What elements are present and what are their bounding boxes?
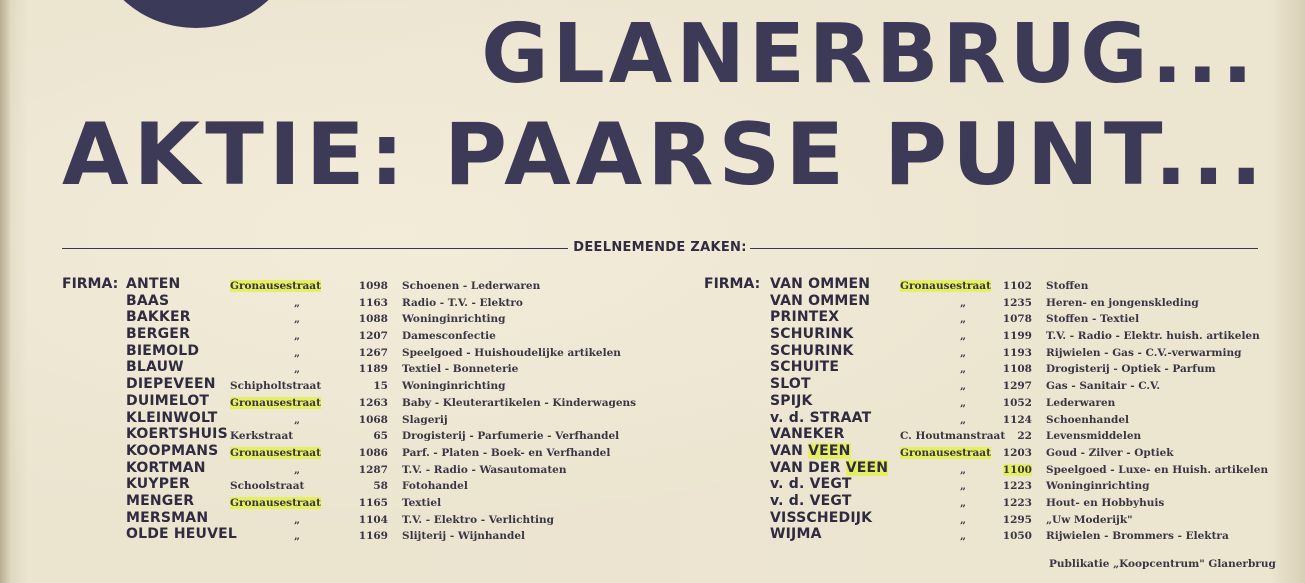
shop-goods: Stoffen [1046,280,1089,292]
shop-name-text: OLDE HEUVEL [126,526,238,543]
shop-goods: Rijwielen - Brommers - Elektra [1046,530,1229,543]
shop-goods: Woninginrichting [402,380,506,393]
shop-house-number: 1223 [1002,496,1032,509]
shop-goods: Hout- en Hobbyhuis [1046,496,1165,509]
shop-street: „ [294,513,301,526]
shop-street: „ [960,480,967,493]
shop-street: „ [294,346,301,359]
shop-goods: Textiel [402,496,442,509]
shop-house-number: 1223 [1002,480,1032,493]
shop-goods: Parf. - Platen - Boek- en Verfhandel [402,446,611,459]
shop-name-text: VAN OMMEN [770,292,871,309]
shop-street: „ [960,530,967,543]
shop-street: Gronausestraat [230,446,321,459]
shop-house-number: 1287 [358,463,388,476]
shop-name-text: VEEN [845,459,889,476]
shop-goods: Stoffen - Textiel [1046,313,1140,326]
shop-name [770,526,822,542]
section-divider [62,240,1258,258]
shop-house-number: 1078 [1002,313,1032,326]
shop-name-text: MERSMAN [126,509,209,526]
shop-name [126,443,218,459]
divider-line-left [62,248,568,249]
shop-house-number: 1104 [358,513,388,526]
shop-goods: Woninginrichting [402,313,506,326]
shop-name-text: DIEPEVEEN [126,376,216,393]
shop-goods: Levensmiddelen [1046,430,1142,443]
shop-name-text: KLEINWOLT [126,409,218,426]
shop-name [126,510,208,526]
shop-goods: „Uw Moderijk" [1046,513,1133,526]
divider-line-right [750,248,1258,249]
shop-goods: Textiel - Bonneterie [402,363,519,376]
shop-name-text: MENGER [126,492,195,509]
firma-label-left: FIRMA: [62,276,119,292]
shop-name [126,393,209,409]
shop-goods: Slagerij [402,413,448,426]
shop-goods: Drogisterij - Parfumerie - Verfhandel [402,430,620,443]
shop-name [126,376,216,392]
shop-name-text: SCHURINK [770,342,854,359]
shop-house-number: 15 [373,380,388,393]
shop-street: „ [294,530,301,543]
shop-goods: Radio - T.V. - Elektro [402,296,523,309]
shop-name-text: v. d. VEGT [770,492,852,509]
shop-house-number: 22 [1017,430,1032,443]
shop-name [770,493,852,509]
shop-name [126,309,191,325]
shop-name [126,293,169,309]
shop-goods: Fotohandel [402,480,468,493]
shop-street: „ [960,413,967,426]
shop-name-text: VANEKER [770,426,845,443]
shop-goods: T.V. - Radio - Elektr. huish. artikelen [1046,330,1260,343]
shop-street: „ [294,296,301,309]
shop-name-text: SLOT [770,376,811,393]
shop-name-text: SCHURINK [770,326,854,343]
shop-street: „ [960,330,967,343]
shop-street: „ [294,330,301,343]
firma-label-right: FIRMA: [704,276,761,292]
shop-street: „ [960,363,967,376]
shop-goods: T.V. - Radio - Wasautomaten [402,463,567,476]
shop-street: „ [294,463,301,476]
shop-house-number: 1088 [358,313,388,326]
shop-house-number: 1193 [1002,346,1032,359]
shop-name [126,493,194,509]
shop-name [770,510,872,526]
shop-name [770,460,888,476]
shop-name [770,393,813,409]
shop-goods: Schoenhandel [1046,413,1130,426]
shop-house-number: 1108 [1002,363,1032,376]
shop-goods: Rijwielen - Gas - C.V.-verwarming [1046,346,1242,359]
shop-house-number: 1165 [358,496,388,509]
shop-street: Schipholtstraat [230,380,322,393]
shop-goods: Speelgoed - Luxe- en Huish. artikelen [1046,463,1269,476]
shop-street: Gronausestraat [900,280,991,292]
shop-name [770,376,811,392]
shop-name-text: BIEMOLD [126,342,200,359]
shop-name [126,359,184,375]
shop-name-text: VEEN [808,442,851,459]
shop-house-number: 1100 [1002,463,1032,476]
shop-street: „ [960,380,967,393]
shop-goods: Woninginrichting [1046,480,1150,493]
shop-house-number: 1163 [358,296,388,309]
shop-name-text: BERGER [126,326,191,343]
shop-name-text: KOOPMANS [126,442,219,459]
shop-house-number: 1295 [1002,513,1032,526]
shop-house-number: 1235 [1002,296,1032,309]
section-title: DEELNEMENDE ZAKEN: [573,240,747,255]
shop-name [126,476,190,492]
shop-house-number: 1124 [1002,413,1032,426]
shop-name [770,276,870,292]
shop-name-text: VAN OMMEN [770,276,871,292]
shop-goods: Slijterij - Wijnhandel [402,530,525,543]
shop-house-number: 1052 [1002,396,1032,409]
headline-aktie: AKTIE: PAARSE PUNT... [62,105,1268,205]
shop-name-text: v. d. VEGT [770,476,852,493]
shop-house-number: 1267 [358,346,388,359]
shop-name-text: ANTEN [126,276,181,292]
shop-name-text: SPIJK [770,392,813,409]
shop-street: Schoolstraat [230,480,305,493]
shop-goods: Goud - Zilver - Optiek [1046,446,1174,459]
shop-name [126,326,190,342]
shop-name [770,309,839,325]
shop-house-number: 1169 [358,530,388,543]
shop-name [126,460,206,476]
shop-name-prefix: VAN DER [770,459,846,476]
shop-name-text: KOERTSHUIS [126,426,228,443]
shop-name [126,526,237,542]
shop-name-text: BAKKER [126,309,191,326]
shop-name-text: KUYPER [126,476,190,493]
shop-name [126,343,199,359]
shop-house-number: 1199 [1002,330,1032,343]
shop-name-text: KORTMAN [126,459,206,476]
shop-house-number: 65 [373,430,388,443]
shop-name [126,276,180,292]
shop-street: Kerkstraat [230,430,294,443]
shop-name [770,326,854,342]
shop-name [770,293,870,309]
shop-house-number: 1102 [1002,280,1032,292]
shop-street: Gronausestraat [230,280,321,292]
shop-goods: Schoenen - Lederwaren [402,280,541,292]
shop-street: C. Houtmanstraat [900,430,1006,443]
shop-goods: Speelgoed - Huishoudelijke artikelen [402,346,621,359]
shop-goods: Drogisterij - Optiek - Parfum [1046,363,1216,376]
publication-credit: Publikatie „Koopcentrum" Glanerbrug [1049,558,1276,570]
shop-street: „ [960,296,967,309]
shop-name-text: v. d. STRAAT [770,409,872,426]
shop-street: „ [960,496,967,509]
shop-street: Gronausestraat [230,496,321,509]
shop-street: „ [960,396,967,409]
shop-name [770,343,854,359]
shop-house-number: 1207 [358,330,388,343]
shop-name [770,443,851,459]
shop-street: „ [294,313,301,326]
shop-name-text: WIJMA [770,526,822,543]
shop-name [770,359,839,375]
shop-name-text: SCHUITE [770,359,840,376]
shop-goods: Baby - Kleuterartikelen - Kinderwagens [402,396,637,409]
shop-goods: Lederwaren [1046,396,1116,409]
shop-street: Gronausestraat [900,446,991,459]
shop-name [126,426,228,442]
shop-name-text: PRINTEX [770,309,840,326]
shop-name [770,476,852,492]
shop-street: „ [960,313,967,326]
shop-street: „ [960,346,967,359]
shop-street: „ [294,363,301,376]
shop-name [126,410,218,426]
shop-goods: Heren- en jongenskleding [1046,296,1199,309]
shop-name [770,426,845,442]
shop-street: Gronausestraat [230,396,321,409]
shop-house-number: 1068 [358,413,388,426]
shop-goods: Gas - Sanitair - C.V. [1046,380,1160,393]
shop-house-number: 1189 [358,363,388,376]
shop-goods: T.V. - Elektro - Verlichting [402,513,554,526]
shop-goods: Damesconfectie [402,330,496,343]
shop-house-number: 1263 [358,396,388,409]
shop-house-number: 1098 [358,280,388,292]
shop-street: „ [960,463,967,476]
shop-house-number: 58 [373,480,388,493]
shop-name-prefix: VAN [770,442,809,459]
shop-house-number: 1086 [358,446,388,459]
shop-name-text: BAAS [126,292,170,309]
shop-name-text: BLAUW [126,359,184,376]
shop-name-text: VISSCHEDIJK [770,509,873,526]
headline-glanerbrug: GLANERBRUG... [481,7,1257,102]
shop-name-text: DUIMELOT [126,392,210,409]
shop-street: „ [960,513,967,526]
shop-house-number: 1297 [1002,380,1032,393]
shop-name [770,410,871,426]
shop-house-number: 1203 [1002,446,1032,459]
shop-street: „ [294,413,301,426]
shop-house-number: 1050 [1002,530,1032,543]
